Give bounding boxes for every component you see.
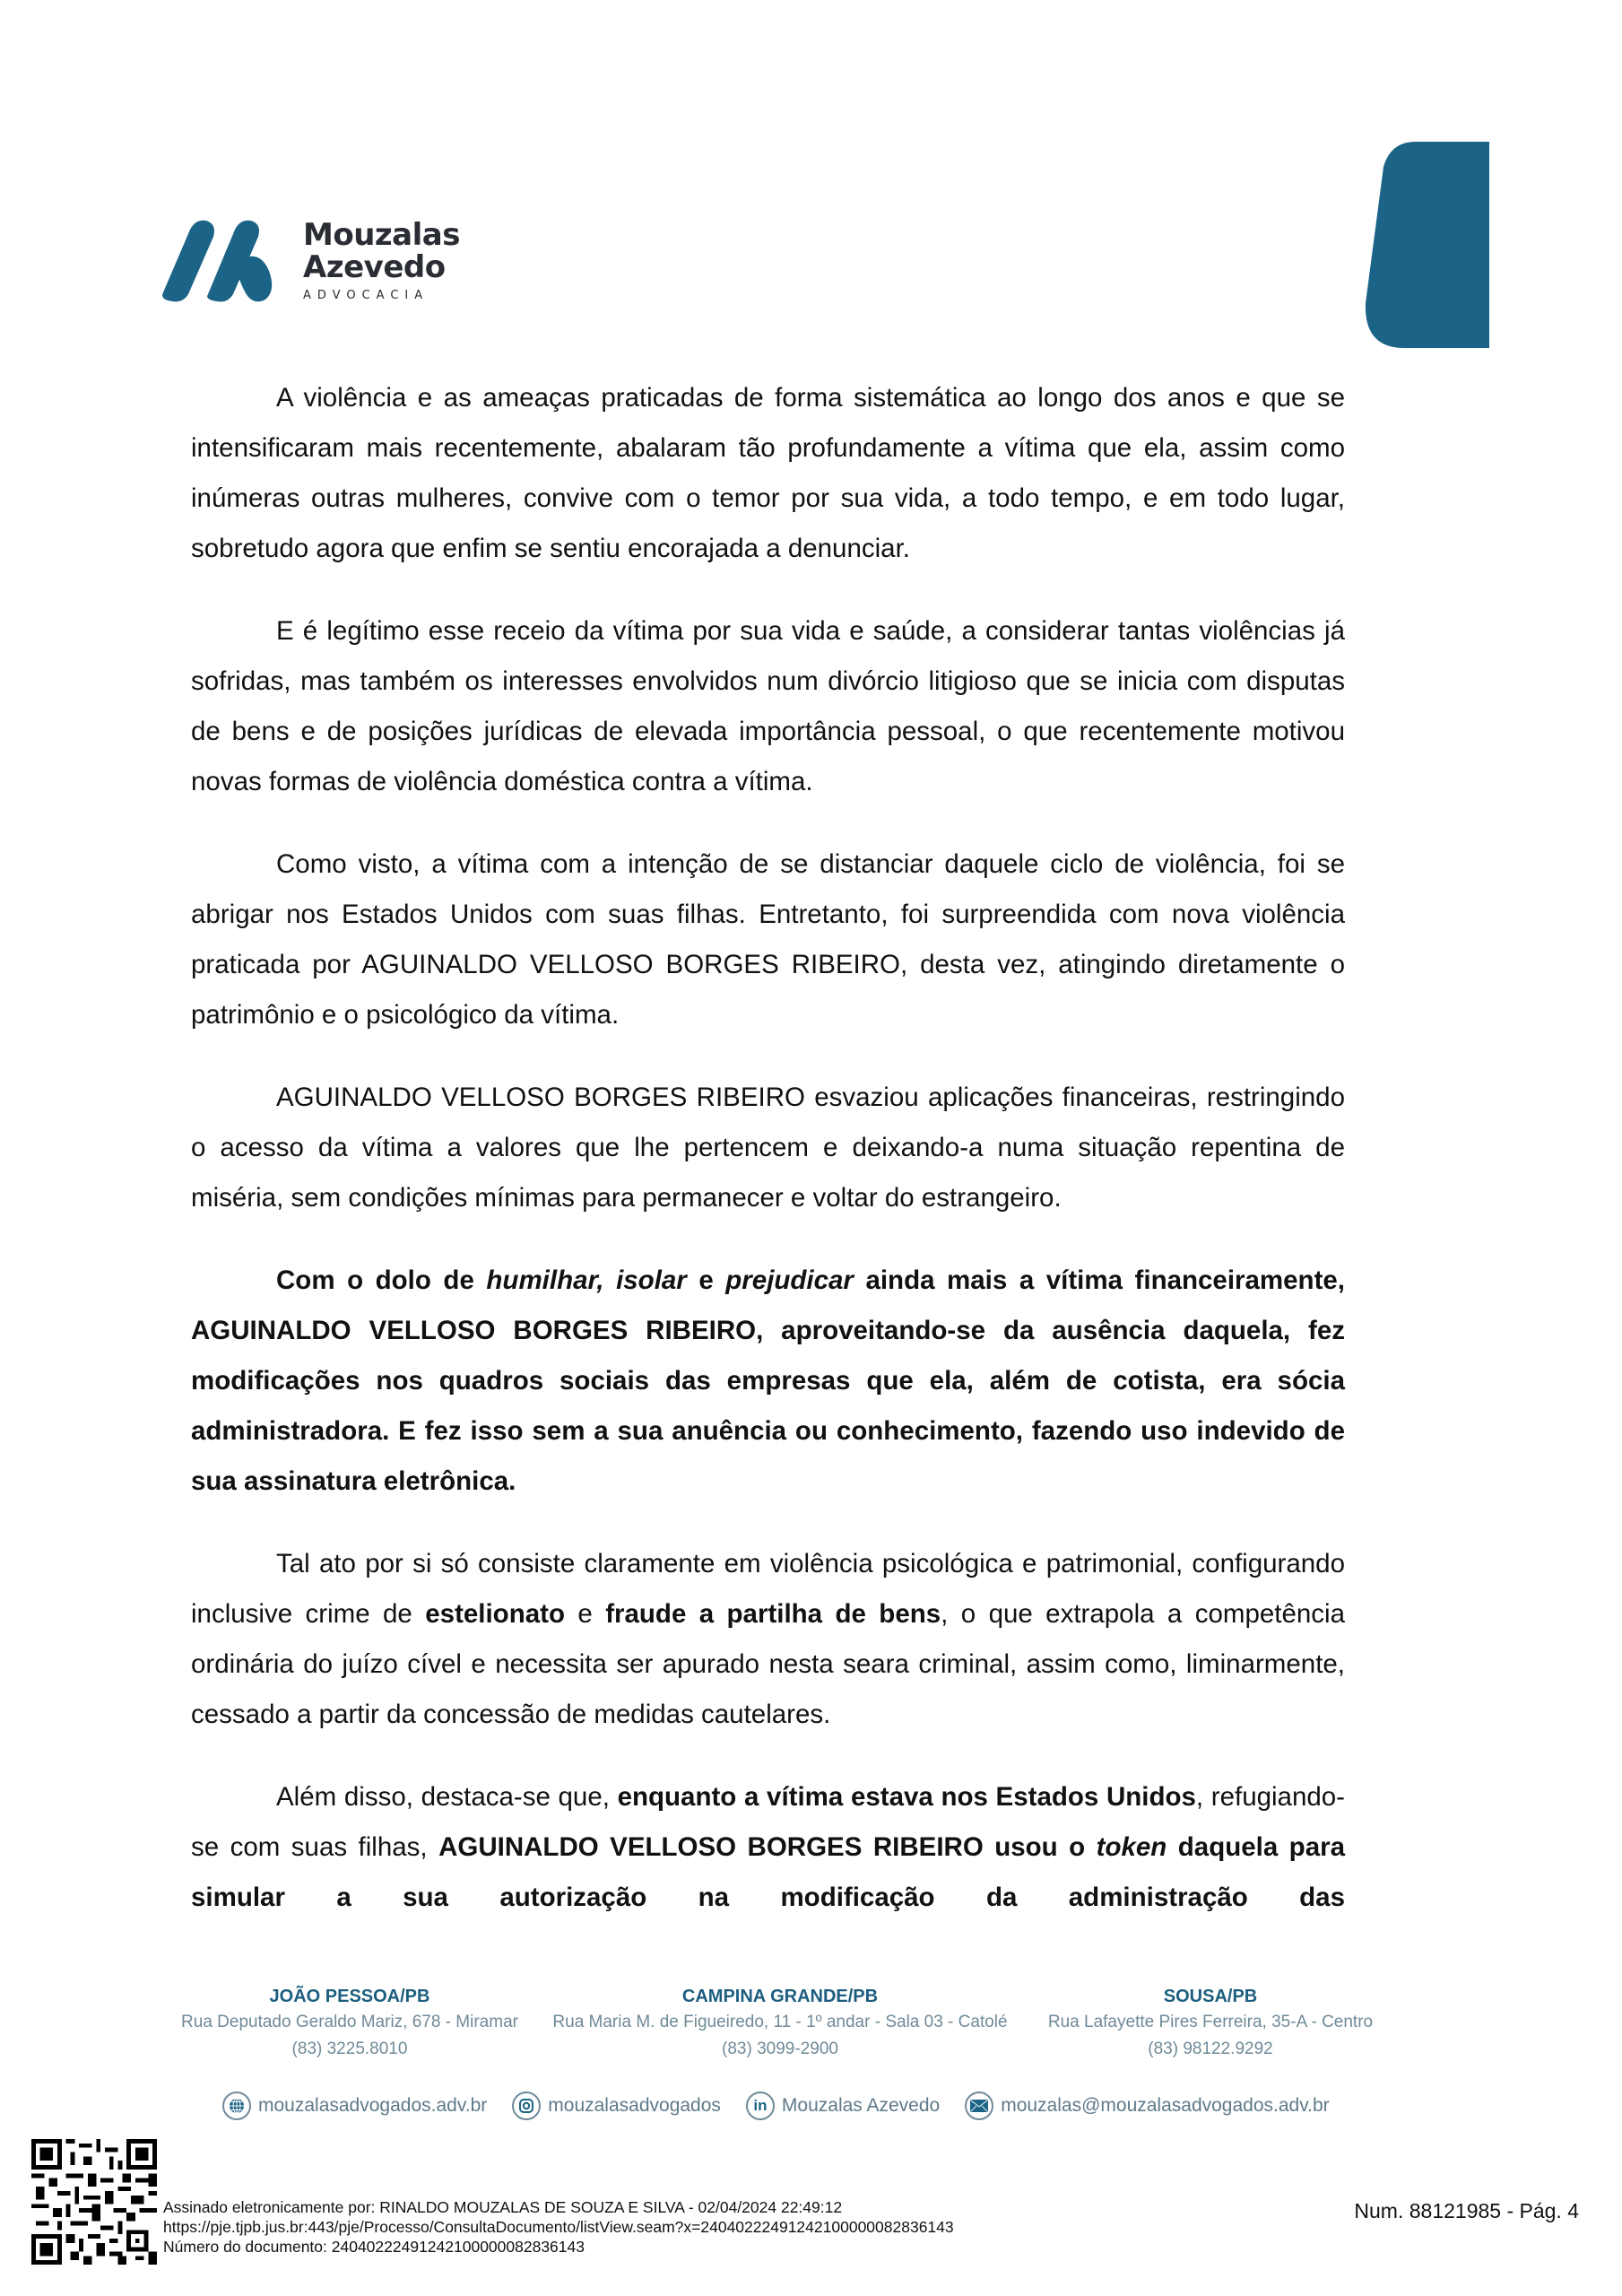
document-body xyxy=(191,373,1345,1955)
office-address: Rua Deputado Geraldo Mariz, 678 - Miramar xyxy=(181,2013,518,2031)
document-number: Número do documento: 24040222491242100000082836143 xyxy=(163,2238,585,2256)
office-address: Rua Lafayette Pires Ferreira, 35-A - Centro xyxy=(1047,2013,1374,2031)
qr-code-icon[interactable] xyxy=(31,2139,157,2265)
paragraph-3: Como visto, a vítima com a intenção de se distanciar daquele ciclo de violência, foi se abrigar nos Estados Unidos com suas filhas. Entretanto, foi surpreendida com nova violência praticada por AGUINALDO VELLOSO BORGES RIBEIRO, desta vez, atingindo diretamente o patrimônio e o psicológico da vítima. xyxy=(191,849,1345,1030)
decorative-corner-shape xyxy=(1364,142,1489,348)
website-link[interactable] xyxy=(222,2092,487,2120)
office-phone: (83) 3225.8010 xyxy=(291,2039,408,2058)
page-number: Num. 88121985 - Pág. 4 xyxy=(1354,2199,1579,2222)
logo-name-line2: Azevedo xyxy=(303,249,446,285)
office-addresses xyxy=(161,1984,1399,2063)
office-phone: (83) 98122.9292 xyxy=(1148,2039,1273,2058)
office-campina-grande xyxy=(547,1984,1013,2063)
instagram-label: mouzalasadvogados xyxy=(548,2095,721,2116)
linkedin-icon: in xyxy=(746,2092,775,2120)
company-logo xyxy=(151,213,460,303)
email-label: mouzalas@mouzalasadvogados.adv.br xyxy=(1001,2095,1330,2116)
signed-by: Assinado eletronicamente por: RINALDO MOUZALAS DE SOUZA E SILVA - 02/04/2024 22:49:12 xyxy=(163,2198,843,2216)
email-link[interactable] xyxy=(965,2092,1329,2120)
office-city: JOÃO PESSOA/PB xyxy=(269,1987,430,2006)
instagram-link[interactable] xyxy=(512,2092,721,2120)
linkedin-link[interactable] xyxy=(746,2092,940,2120)
logo-mark-icon xyxy=(151,213,285,303)
office-address: Rua Maria M. de Figueiredo, 11 - 1º andar - Sala 03 - Catolé xyxy=(552,2013,1008,2031)
office-sousa xyxy=(1022,1984,1399,2063)
paragraph-5: Com o dolo de humilhar, isolar e prejudicar ainda mais a vítima financeiramente, AGUINALDO VELLOSO BORGES RIBEIRO, aproveitando-se da ausência daquela, fez modificações nos quadros sociais das empresas que ela, além de cotista, era sócia administradora. E fez isso sem a sua anuência ou conhecimento, fazendo uso indevido de sua assinatura eletrônica. xyxy=(191,1265,1345,1496)
website-label: mouzalasadvogados.adv.br xyxy=(258,2095,488,2116)
linkedin-label: Mouzalas Azevedo xyxy=(781,2095,941,2116)
document-url[interactable]: https://pje.tjpb.jus.br:443/pje/Processo/ConsultaDocumento/listView.seam?x=24040222491242100000082836143 xyxy=(163,2218,954,2236)
paragraph-7: Além disso, destaca-se que, enquanto a vítima estava nos Estados Unidos, refugiando-se com suas filhas, AGUINALDO VELLOSO BORGES RIBEIRO usou o token daquela para simular a sua autorização na modificação da administração das xyxy=(191,1782,1346,1912)
office-phone: (83) 3099-2900 xyxy=(722,2039,838,2058)
paragraph-6: Tal ato por si só consiste claramente em violência psicológica e patrimonial, configurando inclusive crime de estelionato e fraude a partilha de bens, o que extrapola a competência ordinária do juízo cível e necessita ser apurado nesta seara criminal, assim como, liminarmente, cessado a partir da concessão de medidas cautelares. xyxy=(191,1549,1345,1729)
paragraph-2: E é legítimo esse receio da vítima por sua vida e saúde, a considerar tantas violências já sofridas, mas também os interesses envolvidos num divórcio litigioso que se inicia com disputas de bens e de posições jurídicas de elevada importância pessoal, o que recentemente motivou novas formas de violência doméstica contra a vítima. xyxy=(191,616,1345,796)
logo-subtitle: ADVOCACIA xyxy=(303,289,429,302)
globe-icon xyxy=(222,2092,251,2120)
paragraph-4: AGUINALDO VELLOSO BORGES RIBEIRO esvaziou aplicações financeiras, restringindo o acesso da vítima a valores que lhe pertencem e deixando-a numa situação repentina de miséria, sem condições mínimas para permanecer e voltar do estrangeiro. xyxy=(191,1083,1345,1213)
instagram-icon xyxy=(512,2092,541,2120)
logo-name-line1: Mouzalas xyxy=(303,217,460,253)
paragraph-1: A violência e as ameaças praticadas de forma sistemática ao longo dos anos e que se intensificaram mais recentemente, abalaram tão profundamente a vítima que ela, assim como inúmeras outras mulheres, convive com o temor por sua vida, a todo tempo, e em todo lugar, sobretudo agora que enfim se sentiu encorajada a denunciar. xyxy=(191,383,1345,563)
office-city: CAMPINA GRANDE/PB xyxy=(681,1987,879,2006)
electronic-signature-info xyxy=(163,2197,954,2257)
email-icon xyxy=(965,2092,993,2120)
office-joao-pessoa xyxy=(161,1984,538,2063)
contact-links xyxy=(222,2092,1330,2120)
office-city: SOUSA/PB xyxy=(1163,1987,1258,2006)
